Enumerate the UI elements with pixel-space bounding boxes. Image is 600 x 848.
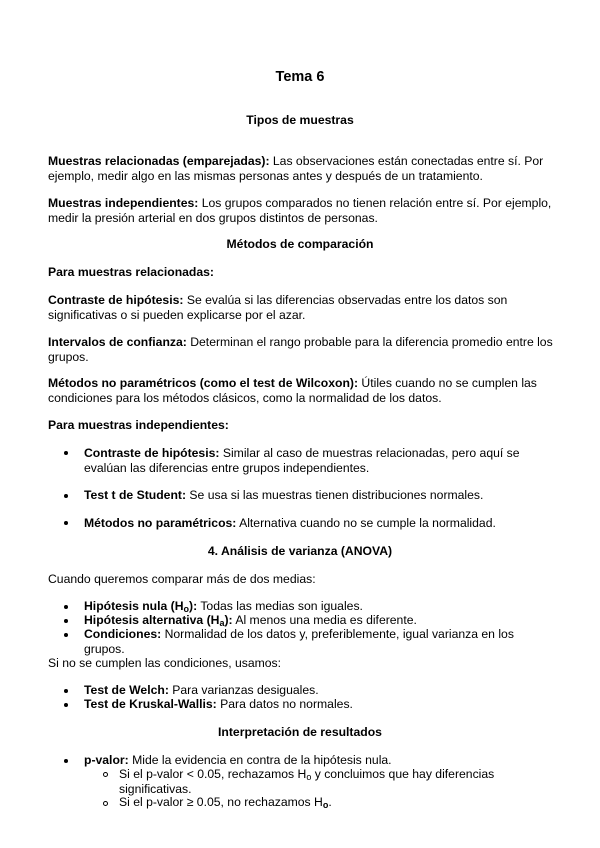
term-independientes: Muestras independientes: [48,196,199,210]
term-contraste: Contraste de hipótesis: [48,293,184,307]
pvalor-text: Mide la evidencia en contra de la hipótesis nula. [128,753,392,767]
text-relacionadas: Las observaciones están conectadas entre sí. Por ejemplo, medir algo en las mismas personas antes y después de un tratamiento. [48,154,544,183]
kruskal-text: Para datos no normales. [216,697,353,711]
list-item-text: Similar al caso de muestras relacionadas, pero aquí se evalúan las diferencias entre grupos independientes. [84,446,520,475]
welch-text: Para varianzas desiguales. [168,683,319,697]
section-heading-anova: 4. Análisis de varianza (ANOVA) [207,544,393,558]
list-item [84,446,524,476]
paragraph-no-parametricos [48,376,563,406]
list-item-term: Métodos no paramétricos: [84,516,237,530]
list-item-condiciones [84,627,524,657]
welch-term: Test de Welch: [84,683,169,697]
list-item-text: Se usa si las muestras tienen distribuciones normales. [186,488,484,502]
condiciones-text: Normalidad de los datos y, preferiblemente, igual varianza en los grupos. [84,627,514,656]
h0-term-a: Hipótesis nula (H [84,599,184,613]
list-item-welch [84,683,524,698]
ha-text: Al menos una media es diferente. [232,613,417,627]
paragraph-relacionadas [48,154,563,184]
bullet-icon [64,759,70,765]
bullet-icon [64,451,70,457]
paragraph-anova-intro: Cuando queremos comparar más de dos medias: [48,572,316,586]
list-item-ha [84,613,524,628]
subheading-independientes: Para muestras independientes: [48,418,229,432]
sub1-text-b: y concluimos que hay diferencias significativas. [119,767,495,796]
text-intervalos: Determinan el rango probable para la diferencia promedio entre los grupos. [48,335,553,364]
paragraph-contraste [48,293,563,323]
list-item-kruskal [84,697,524,712]
bullet-icon [64,703,70,709]
bullet-icon [64,605,70,611]
section-heading-metodos: Métodos de comparación [226,237,374,251]
page-title: Tema 6 [275,69,325,85]
list-item-text: Alternativa cuando no se cumple la normalidad. [236,516,496,530]
term-relacionadas: Muestras relacionadas (emparejadas): [48,154,270,168]
list-item-pvalor [84,753,524,768]
h0-subscript: o [183,604,190,614]
sub-list-item [119,795,519,810]
sub2-text-a: Si el p-valor ≥ 0.05, no rechazamos H [119,795,323,809]
text-no-parametricos: Útiles cuando no se cumplen las condiciones para los métodos clásicos, como la normalidad de los datos. [48,376,537,405]
sub2-text-b: . [328,795,332,809]
condiciones-term: Condiciones: [84,627,162,641]
bullet-icon [64,619,70,625]
circle-bullet-icon [103,801,108,806]
subheading-relacionadas: Para muestras relacionadas: [48,265,214,279]
sub1-subscript: o [306,772,312,782]
ha-term-a: Hipótesis alternativa (H [84,613,220,627]
list-item [84,516,524,531]
term-intervalos: Intervalos de confianza: [48,335,187,349]
circle-bullet-icon [103,772,108,777]
list-item-term: Test t de Student: [84,488,187,502]
text-contraste: Se evalúa si las diferencias observadas entre los datos son significativas o si pueden explicarse por el azar. [48,293,508,322]
section-heading-tipos: Tipos de muestras [246,113,354,127]
paragraph-no-cumplen: Si no se cumplen las condiciones, usamos: [48,656,282,670]
ha-term-b: ): [224,613,233,627]
kruskal-term: Test de Kruskal-Wallis: [84,697,217,711]
list-item-h0 [84,599,524,614]
pvalor-term: p-valor: [84,753,129,767]
list-item-term: Contraste de hipótesis: [84,446,220,460]
paragraph-intervalos [48,335,563,365]
h0-term-b: ): [189,599,198,613]
list-item [84,488,524,503]
bullet-icon [64,689,70,695]
bullet-icon [64,521,70,527]
bullet-icon [64,494,70,500]
paragraph-independientes [48,196,563,226]
term-no-parametricos: Métodos no paramétricos (como el test de Wilcoxon): [48,376,359,390]
sub2-subscript: o [322,800,329,810]
h0-text: Todas las medias son iguales. [197,599,363,613]
sub-list-item [119,767,519,797]
text-independientes: Los grupos comparados no tienen relación entre sí. Por ejemplo, medir la presión arterial en dos grupos distintos de personas. [48,196,552,225]
sub1-text-a: Si el p-valor < 0.05, rechazamos H [119,767,307,781]
ha-subscript: a [219,618,225,628]
bullet-icon [64,633,70,639]
section-heading-interpretacion: Interpretación de resultados [218,725,382,739]
